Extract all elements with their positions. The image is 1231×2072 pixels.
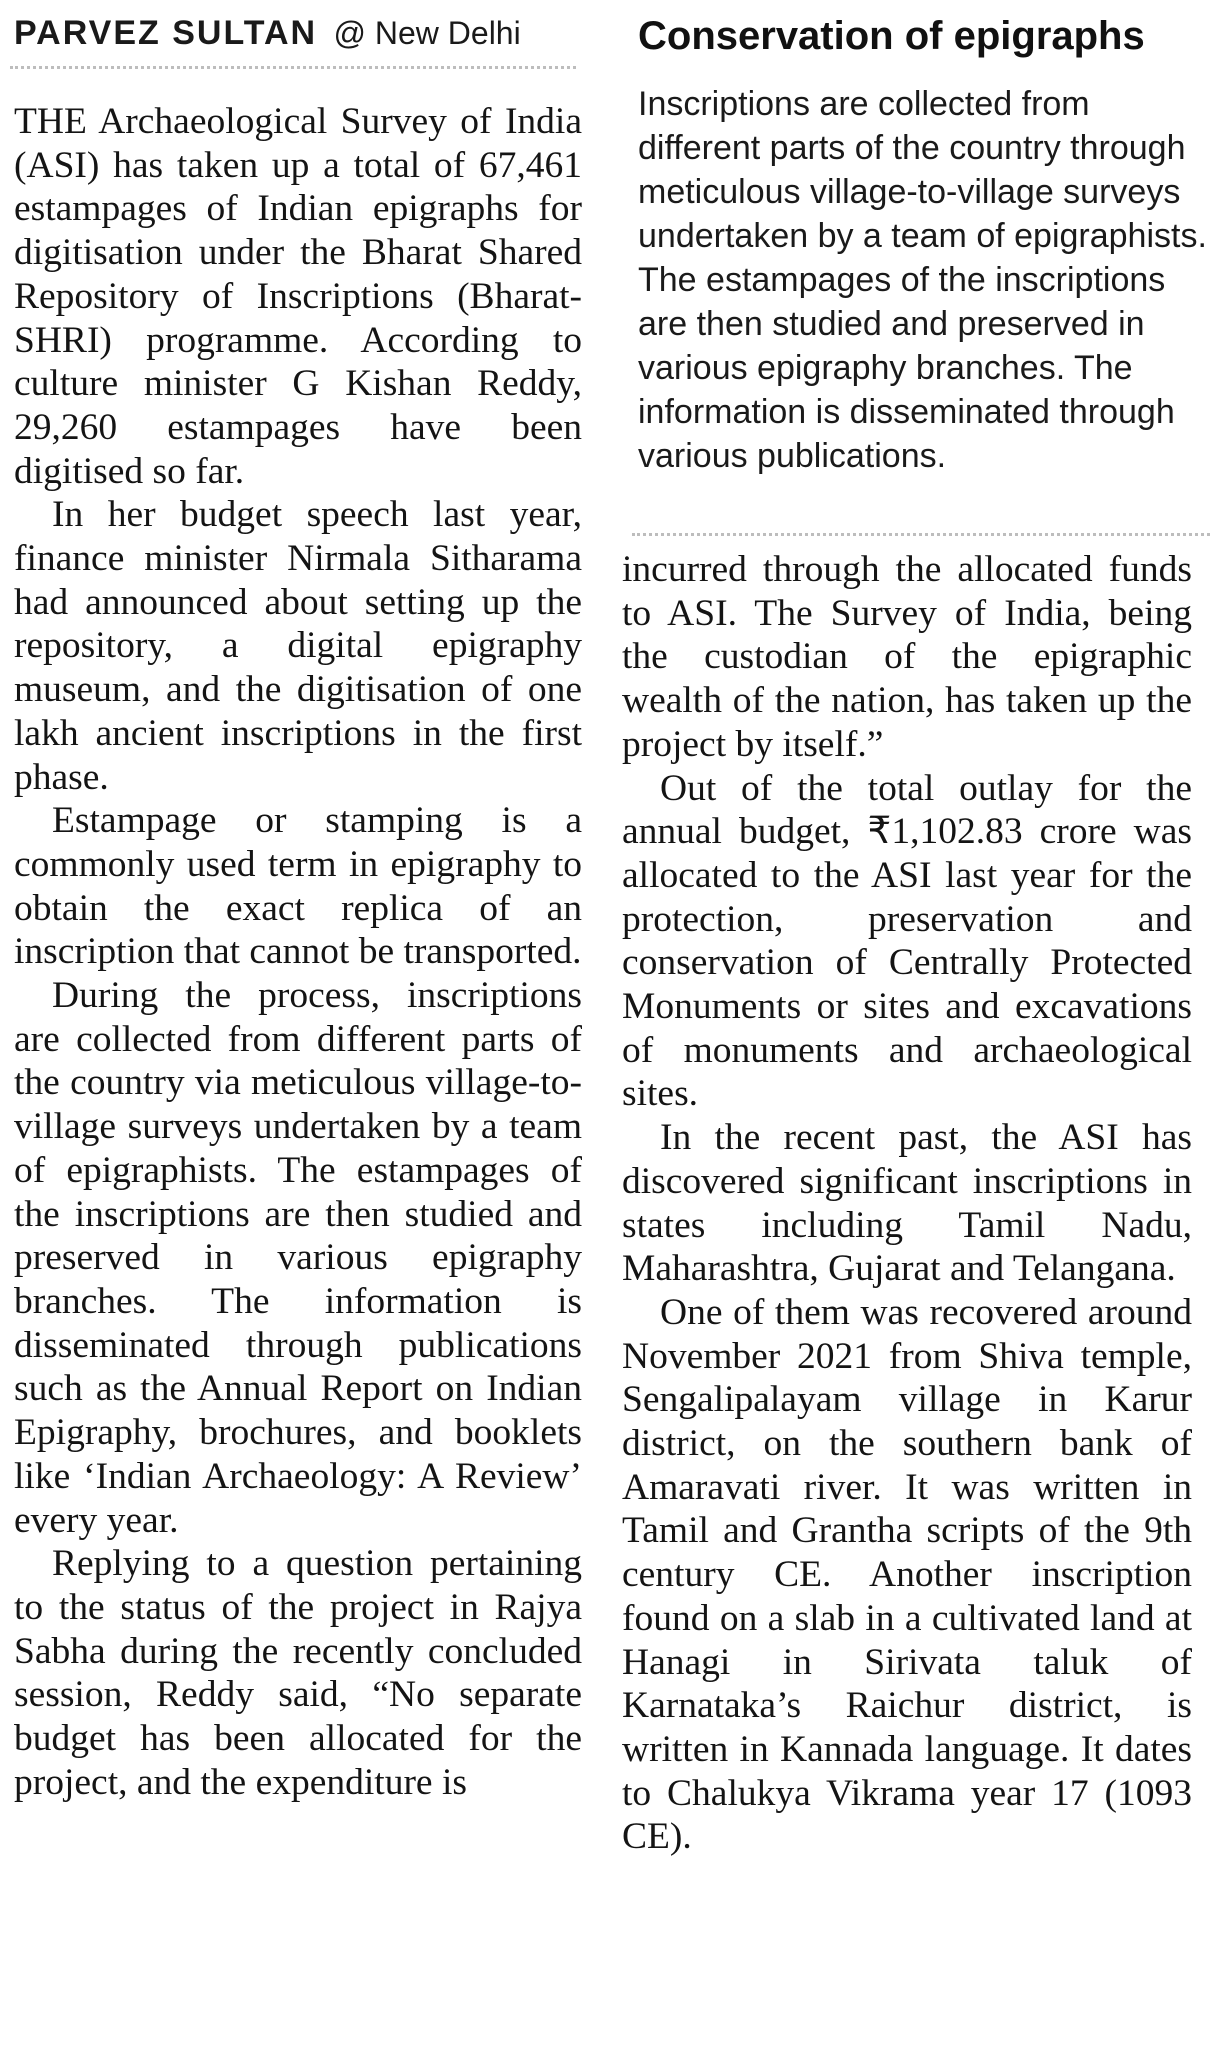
article-paragraph: THE Archaeological Survey of India (ASI) has taken up a total of 67,461 estampages of Indian epigraphs for digitisation under the Bharat Shared Repository of Inscriptions (Bharat-SHRI) programme. According to culture minister G Kishan Reddy, 29,260 estampages have been digitised so far. <box>14 101 582 492</box>
article-paragraph: In her budget speech last year, finance minister Nirmala Sitharama had announced about setting up the repository, a digital epigraphy museum, and the digitisation of one lakh ancient inscriptions in the first phase. <box>14 494 582 798</box>
sidebar-body: Inscriptions are collected from different parts of the country through meticulous village-to-village surveys undertaken by a team of epigraphists. The estampages of the inscriptions are then studied and preserved in various epigraphy branches. The information is disseminated through various publications. <box>638 85 1207 475</box>
byline <box>14 14 574 64</box>
dateline-location: @ New Delhi <box>333 15 521 51</box>
article-column-left <box>14 100 582 1804</box>
article-paragraph: During the process, inscriptions are collected from different parts of the country via meticulous village-to-village surveys undertaken by a team of epigraphists. The estampages of the inscriptions are then studied and preserved in various epigraphy branches. The information is disseminated through publications such as the Annual Report on Indian Epigraphy, brochures, and booklets like ‘Indian Archaeology: A Review’ every year. <box>14 975 582 1541</box>
article-paragraph: Out of the total outlay for the annual budget, ₹1,102.83 crore was allocated to the ASI last year for the protection, preservation and conservation of Centrally Protected Monuments or sites and excavations of monuments and archaeological sites. <box>622 767 1192 1115</box>
sidebar-divider <box>632 533 1210 536</box>
author-name: PARVEZ SULTAN <box>14 14 318 52</box>
article-paragraph: One of them was recovered around November 2021 from Shiva temple, Sengalipalayam village in Karur district, on the southern bank of Amaravati river. It was written in Tamil and Grantha scripts of the 9th century CE. Another inscription found on a slab in a cultivated land at Hanagi in Sirivata taluk of Karnataka’s Raichur district, is written in Kannada language. It dates to Chalukya Vikrama year 17 (1093 CE). <box>622 1291 1192 1858</box>
article-column-right <box>622 548 1192 1859</box>
article-paragraph: Estampage or stamping is a commonly used term in epigraphy to obtain the exact replica of an inscription that cannot be transported. <box>14 800 582 973</box>
byline-divider <box>10 66 576 69</box>
article-paragraph: incurred through the allocated funds to ASI. The Survey of India, being the custodian of the epigraphic wealth of the nation, has taken up the project by itself.” <box>622 549 1192 765</box>
sidebar-title: Conservation of epigraphs <box>638 14 1145 58</box>
article-paragraph: Replying to a question pertaining to the status of the project in Rajya Sabha during the recently concluded session, Reddy said, “No separate budget has been allocated for the project, and the expenditure is <box>14 1543 582 1803</box>
article-paragraph: In the recent past, the ASI has discovered significant inscriptions in states including Tamil Nadu, Maharashtra, Gujarat and Telangana. <box>622 1117 1192 1290</box>
